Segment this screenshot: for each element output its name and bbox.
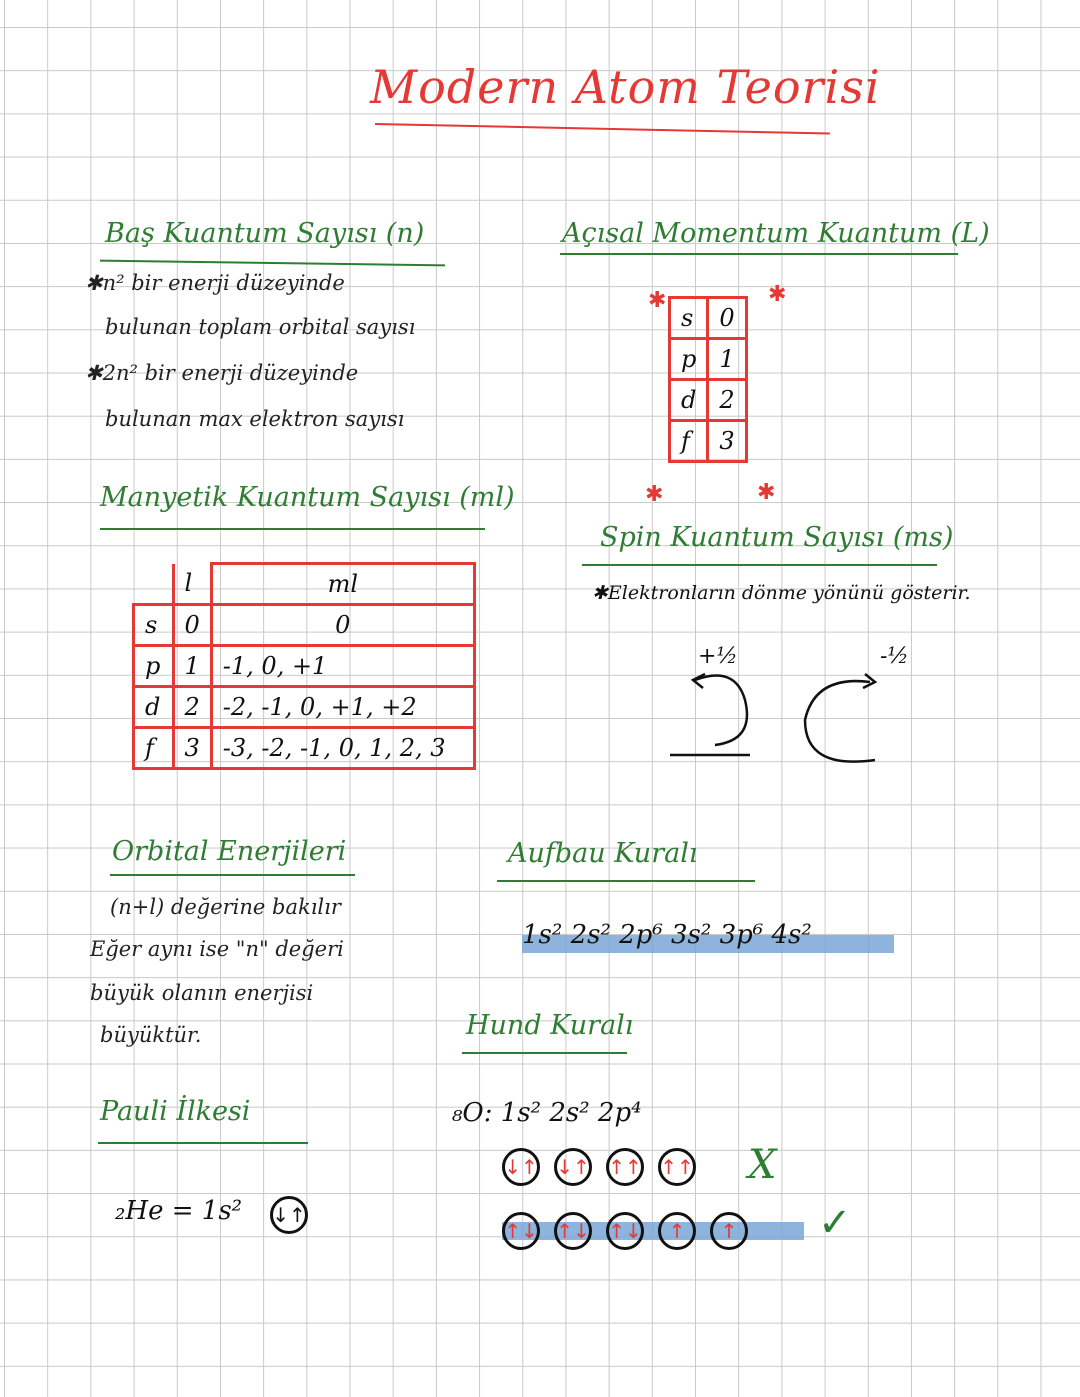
manyetik-sym: d (134, 687, 174, 728)
acisal-row-d (670, 380, 747, 421)
hund-underline (462, 1052, 627, 1054)
orbital-circle: ↑↓ (606, 1212, 644, 1250)
manyetik-row (134, 605, 475, 646)
hund-right-row (502, 1212, 748, 1250)
acisal-val: 1 (708, 339, 746, 380)
manyetik-table (132, 562, 476, 770)
spin-plus-label: +½ (698, 644, 738, 669)
orbital-circle: ↑↑ (606, 1148, 644, 1186)
manyetik-l: 2 (173, 687, 211, 728)
spin-arrow-cw (695, 676, 747, 746)
aufbau-underline (497, 880, 755, 882)
page-title: Modern Atom Teorisi (370, 60, 881, 114)
orbital-line-1: (n+l) değerine bakılır (110, 895, 341, 919)
spin-arrows-diagram (665, 660, 915, 780)
manyetik-row (134, 728, 475, 769)
orbital-circle: ↑↑ (658, 1148, 696, 1186)
star-mark-1: ✱ (648, 288, 667, 313)
manyetik-l-header: l (173, 564, 211, 605)
orbital-circle: ↑↓ (502, 1212, 540, 1250)
manyetik-sym-header (134, 564, 174, 605)
star-mark-2: ✱ (768, 282, 787, 307)
orbital-circle: ↓↑ (554, 1148, 592, 1186)
manyetik-ml: -1, 0, +1 (211, 646, 474, 687)
orbital-circle: ↑ (658, 1212, 696, 1250)
orbital-line-3: büyük olanın enerjisi (90, 981, 314, 1005)
manyetik-underline (100, 528, 485, 530)
orbital-line-4: büyüktür. (100, 1023, 202, 1047)
spin-underline (582, 564, 937, 566)
orbital-heading: Orbital Enerjileri (112, 836, 347, 867)
manyetik-ml: -3, -2, -1, 0, 1, 2, 3 (211, 728, 474, 769)
title-underline (375, 123, 830, 135)
star-mark-4: ✱ (757, 480, 776, 505)
orbital-circle: ↓↑ (502, 1148, 540, 1186)
manyetik-sym: f (134, 728, 174, 769)
acisal-row-s (670, 298, 747, 339)
acisal-sym: p (670, 339, 708, 380)
acisal-row-f (670, 421, 747, 462)
acisal-underline (560, 253, 958, 255)
hund-heading: Hund Kuralı (466, 1010, 634, 1041)
manyetik-row (134, 646, 475, 687)
bas-line-1: ✱n² bir enerji düzeyinde (85, 271, 345, 295)
pauli-formula: ₂He = 1s² (115, 1196, 243, 1226)
acisal-val: 0 (708, 298, 746, 339)
hund-wrong-row (502, 1148, 696, 1186)
arrow-head-icon (693, 674, 705, 688)
acisal-heading: Açısal Momentum Kuantum (L) (562, 218, 990, 249)
bas-line-2: bulunan toplam orbital sayısı (105, 315, 416, 339)
manyetik-sym: s (134, 605, 174, 646)
acisal-table (668, 296, 748, 463)
spin-line-1: ✱Elektronların dönme yönünü gösterir. (592, 582, 971, 604)
orbital-circle: ↑↓ (554, 1212, 592, 1250)
spin-arrow-ccw (805, 681, 875, 762)
manyetik-row (134, 687, 475, 728)
aufbau-config: 1s² 2s² 2p⁶ 3s² 3p⁶ 4s² (522, 920, 812, 950)
manyetik-l: 1 (173, 646, 211, 687)
spin-minus-label: -½ (880, 644, 909, 669)
manyetik-sym: p (134, 646, 174, 687)
manyetik-ml-header: ml (211, 564, 474, 605)
pauli-underline (98, 1142, 308, 1144)
acisal-row-p (670, 339, 747, 380)
manyetik-ml: -2, -1, 0, +1, +2 (211, 687, 474, 728)
pauli-orbital-circle: ↓↑ (270, 1196, 308, 1234)
spin-heading: Spin Kuantum Sayısı (ms) (600, 522, 954, 553)
pauli-heading: Pauli İlkesi (100, 1096, 251, 1127)
bas-heading: Baş Kuantum Sayısı (n) (105, 218, 425, 249)
orbital-line-2: Eğer aynı ise "n" değeri (90, 937, 344, 961)
bas-line-3: ✱2n² bir enerji düzeyinde (85, 361, 359, 385)
wrong-mark: X (748, 1142, 777, 1188)
check-icon: ✓ (818, 1200, 852, 1246)
acisal-sym: d (670, 380, 708, 421)
orbital-underline (110, 874, 355, 876)
orbital-circle: ↑ (710, 1212, 748, 1250)
acisal-sym: s (670, 298, 708, 339)
manyetik-header-row (134, 564, 475, 605)
bas-line-4: bulunan max elektron sayısı (105, 407, 405, 431)
manyetik-ml: 0 (211, 605, 474, 646)
star-mark-3: ✱ (645, 482, 664, 507)
aufbau-heading: Aufbau Kuralı (508, 838, 698, 869)
acisal-val: 2 (708, 380, 746, 421)
acisal-val: 3 (708, 421, 746, 462)
manyetik-heading: Manyetik Kuantum Sayısı (ml) (100, 482, 515, 513)
acisal-sym: f (670, 421, 708, 462)
manyetik-l: 3 (173, 728, 211, 769)
hund-config: ₈O: 1s² 2s² 2p⁴ (452, 1098, 642, 1128)
manyetik-l: 0 (173, 605, 211, 646)
